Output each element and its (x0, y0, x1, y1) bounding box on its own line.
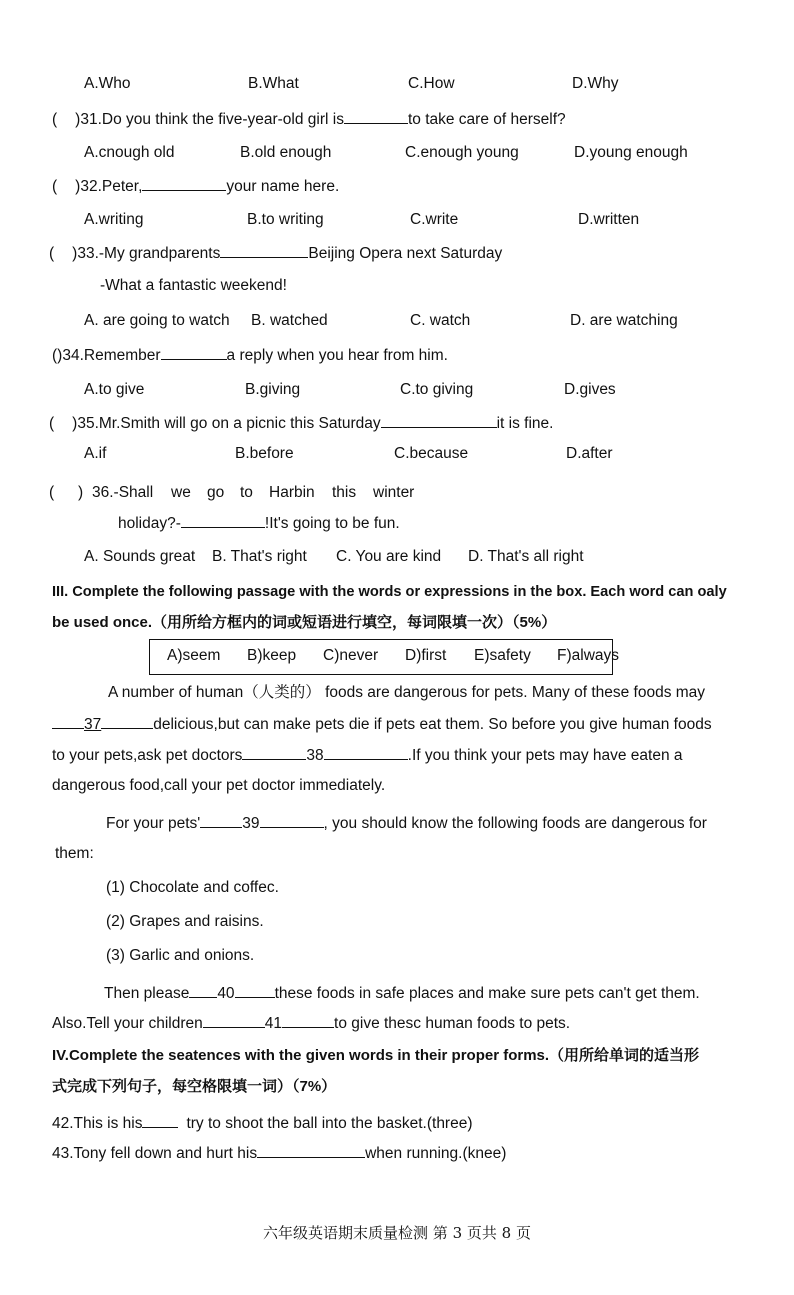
answer-paren-open: ( (49, 245, 55, 262)
box-word-a: A)seem (167, 647, 221, 664)
q34-blank[interactable] (161, 345, 227, 360)
q31-option-a: A.cnough old (84, 144, 175, 161)
q36-word: winter (373, 484, 415, 501)
q31-option-b: B.old enough (240, 144, 332, 161)
q30-option-b: B.What (248, 75, 299, 92)
food-list-item-3: (3) Garlic and onions. (106, 947, 255, 964)
section3-heading-cn: （用所给方框内的词或短语进行填空，每词限填一次）（5%） (152, 614, 557, 631)
q42-prefix: 42.This is his (52, 1115, 143, 1132)
q34-option-a: A.to give (84, 381, 145, 398)
q43 (52, 1143, 506, 1164)
box-word-d: D)first (405, 647, 447, 664)
q34-option-b: B.giving (245, 381, 301, 398)
passage-p3-b: these foods in safe places and make sure pets can't get them. (274, 985, 700, 1002)
q32-stem (52, 176, 339, 197)
q35-option-a: A.if (84, 445, 107, 462)
answer-paren: () (52, 347, 63, 364)
q35-option-d: D.after (566, 445, 613, 462)
q36-option-b: B. That's right (212, 548, 307, 565)
q36-suffix: !It's going to be fun. (264, 515, 400, 532)
q35-option-b: B.before (235, 445, 294, 462)
blank-37-left[interactable] (52, 714, 84, 729)
q33-option-d: D. are watching (570, 312, 678, 329)
blank-39-right[interactable] (260, 813, 324, 828)
blank-41-left[interactable] (203, 1013, 265, 1028)
section4-heading-line2: 式完成下列句子，每空格限填一词）（7%） (52, 1078, 337, 1095)
answer-paren-open: ( (52, 111, 58, 128)
q33-option-b: B. watched (251, 312, 328, 329)
q32-option-a: A.writing (84, 211, 144, 228)
section3-heading-line1: III. Complete the following passage with the words or expressions in the box. Each word can oaly (52, 584, 727, 600)
q33-option-c: C. watch (410, 312, 471, 329)
blank-38-number: 38 (306, 747, 324, 764)
q32-blank[interactable] (142, 176, 226, 191)
section3-heading-line2 (52, 613, 556, 633)
blank-38-right[interactable] (324, 745, 408, 760)
passage-p1-line4: dangerous food,call your pet doctor immediately. (52, 777, 386, 794)
passage-p2-b: , you should know the following foods are dangerous for (323, 815, 707, 832)
q33-option-a: A. are going to watch (84, 312, 230, 329)
answer-paren-close: ) (75, 178, 81, 195)
passage-p2-line1 (106, 813, 707, 834)
q31-suffix: to take care of herself? (407, 111, 566, 128)
q36-option-a: A. Sounds great (84, 548, 196, 565)
q32-option-b: B.to writing (247, 211, 324, 228)
q31-prefix: 31.Do you think the five-year-old girl is (80, 111, 344, 128)
passage-p3-line2-a: Also.Tell your children (52, 1015, 203, 1032)
q35-option-c: C.because (394, 445, 469, 462)
q42-suffix: try to shoot the ball into the basket.(three) (186, 1115, 473, 1132)
q31-option-c: C.enough young (405, 144, 519, 161)
q32-option-d: D.written (578, 211, 640, 228)
answer-paren-close: ) (75, 111, 81, 128)
passage-p1-line1: A number of human（人类的） foods are dangerous for pets. Many of these foods may (108, 684, 706, 701)
passage-p1-line3-a: to your pets,ask pet doctors (52, 747, 243, 764)
q32-prefix: 32.Peter, (80, 178, 143, 195)
q32-option-c: C.write (410, 211, 459, 228)
food-list-item-1: (1) Chocolate and coffec. (106, 879, 279, 896)
q36-word: go (207, 484, 225, 501)
blank-37-number: 37 (84, 716, 102, 733)
blank-39-number: 39 (242, 815, 260, 832)
q42 (52, 1113, 473, 1134)
q31-option-d: D.young enough (574, 144, 688, 161)
passage-p3-line2 (52, 1013, 570, 1034)
blank-39-left[interactable] (200, 813, 242, 828)
q33-prefix: 33.-My grandparents (77, 245, 221, 262)
passage-p2-a: For your pets' (106, 815, 201, 832)
q43-suffix: when running.(knee) (365, 1145, 507, 1162)
q36-word: we (171, 484, 191, 501)
q35-prefix: 35.Mr.Smith will go on a picnic this Saturday (77, 415, 381, 432)
q36-word: this (332, 484, 357, 501)
section4-heading-line1: IV.Complete the seatences with the given words in their proper forms.（用所给单词的适当形 (52, 1047, 700, 1064)
blank-41-number: 41 (264, 1015, 283, 1032)
box-word-f: F)always (557, 647, 620, 664)
q36-option-c: C. You are kind (336, 548, 442, 565)
q31-blank[interactable] (344, 109, 408, 124)
q34-stem (52, 345, 448, 366)
q33-suffix: Beijing Opera next Saturday (308, 245, 503, 262)
passage-p3-a: Then please (104, 985, 190, 1002)
q35-blank[interactable] (381, 413, 497, 428)
q36-word: Harbin (269, 484, 315, 501)
q30-option-c: C.How (408, 75, 455, 92)
q36-word: 36.-Shall (92, 484, 154, 501)
q30-option-d: D.Why (572, 75, 619, 92)
box-word-c: C)never (323, 647, 379, 664)
q34-suffix: a reply when you hear from him. (226, 347, 448, 364)
q36-blank[interactable] (181, 513, 265, 528)
answer-paren-open: ( (49, 484, 55, 501)
passage-p3-line2-b: to give thesc human foods to pets. (334, 1015, 571, 1032)
passage-p1-line3 (52, 745, 683, 766)
answer-paren-open: ( (52, 178, 58, 195)
q36-word: to (240, 484, 253, 501)
passage-p1-line3-b: .If you think your pets may have eaten a (407, 747, 683, 764)
passage-p2-line2: them: (55, 845, 94, 862)
q31-stem (52, 109, 566, 130)
q35-suffix: it is fine. (496, 415, 554, 432)
q36-line2 (118, 513, 400, 534)
box-word-e: E)safety (474, 647, 531, 664)
q36-prefix: holiday?- (118, 515, 181, 532)
q32-suffix: your name here. (226, 178, 340, 195)
blank-40-number: 40 (217, 985, 235, 1002)
q34-option-c: C.to giving (400, 381, 474, 398)
answer-paren-close: ) (78, 484, 84, 501)
passage-p3-line1 (104, 983, 700, 1004)
q43-blank[interactable] (257, 1143, 365, 1158)
blank-37-right[interactable] (101, 714, 153, 729)
q33-stem (49, 243, 502, 264)
blank-38-left[interactable] (242, 745, 306, 760)
blank-40-right[interactable] (235, 983, 275, 998)
page-footer: 六年级英语期末质量检测 第 3 页共 8 页 (263, 1224, 531, 1242)
q43-prefix: 43.Tony fell down and hurt his (52, 1145, 258, 1162)
q33-blank[interactable] (220, 243, 308, 258)
q34-prefix: 34.Remember (62, 347, 161, 364)
q30-option-a: A.Who (84, 75, 131, 92)
blank-41-right[interactable] (282, 1013, 334, 1028)
q35-stem (49, 413, 553, 434)
q36-option-d: D. That's all right (468, 548, 584, 565)
answer-paren-open: ( (49, 415, 55, 432)
q34-option-d: D.gives (564, 381, 616, 398)
q42-blank[interactable] (142, 1113, 178, 1128)
section3-heading-en: be used once. (52, 614, 153, 631)
answer-paren-close: ) (72, 245, 78, 262)
q33-reply: -What a fantastic weekend! (100, 277, 287, 294)
food-list-item-2: (2) Grapes and raisins. (106, 913, 264, 930)
blank-40-left[interactable] (189, 983, 217, 998)
passage-p1-line2 (52, 714, 712, 735)
box-word-b: B)keep (247, 647, 297, 664)
answer-paren-close: ) (72, 415, 78, 432)
passage-p1-line2-text: delicious,but can make pets die if pets eat them. So before you give human foods (153, 716, 712, 733)
